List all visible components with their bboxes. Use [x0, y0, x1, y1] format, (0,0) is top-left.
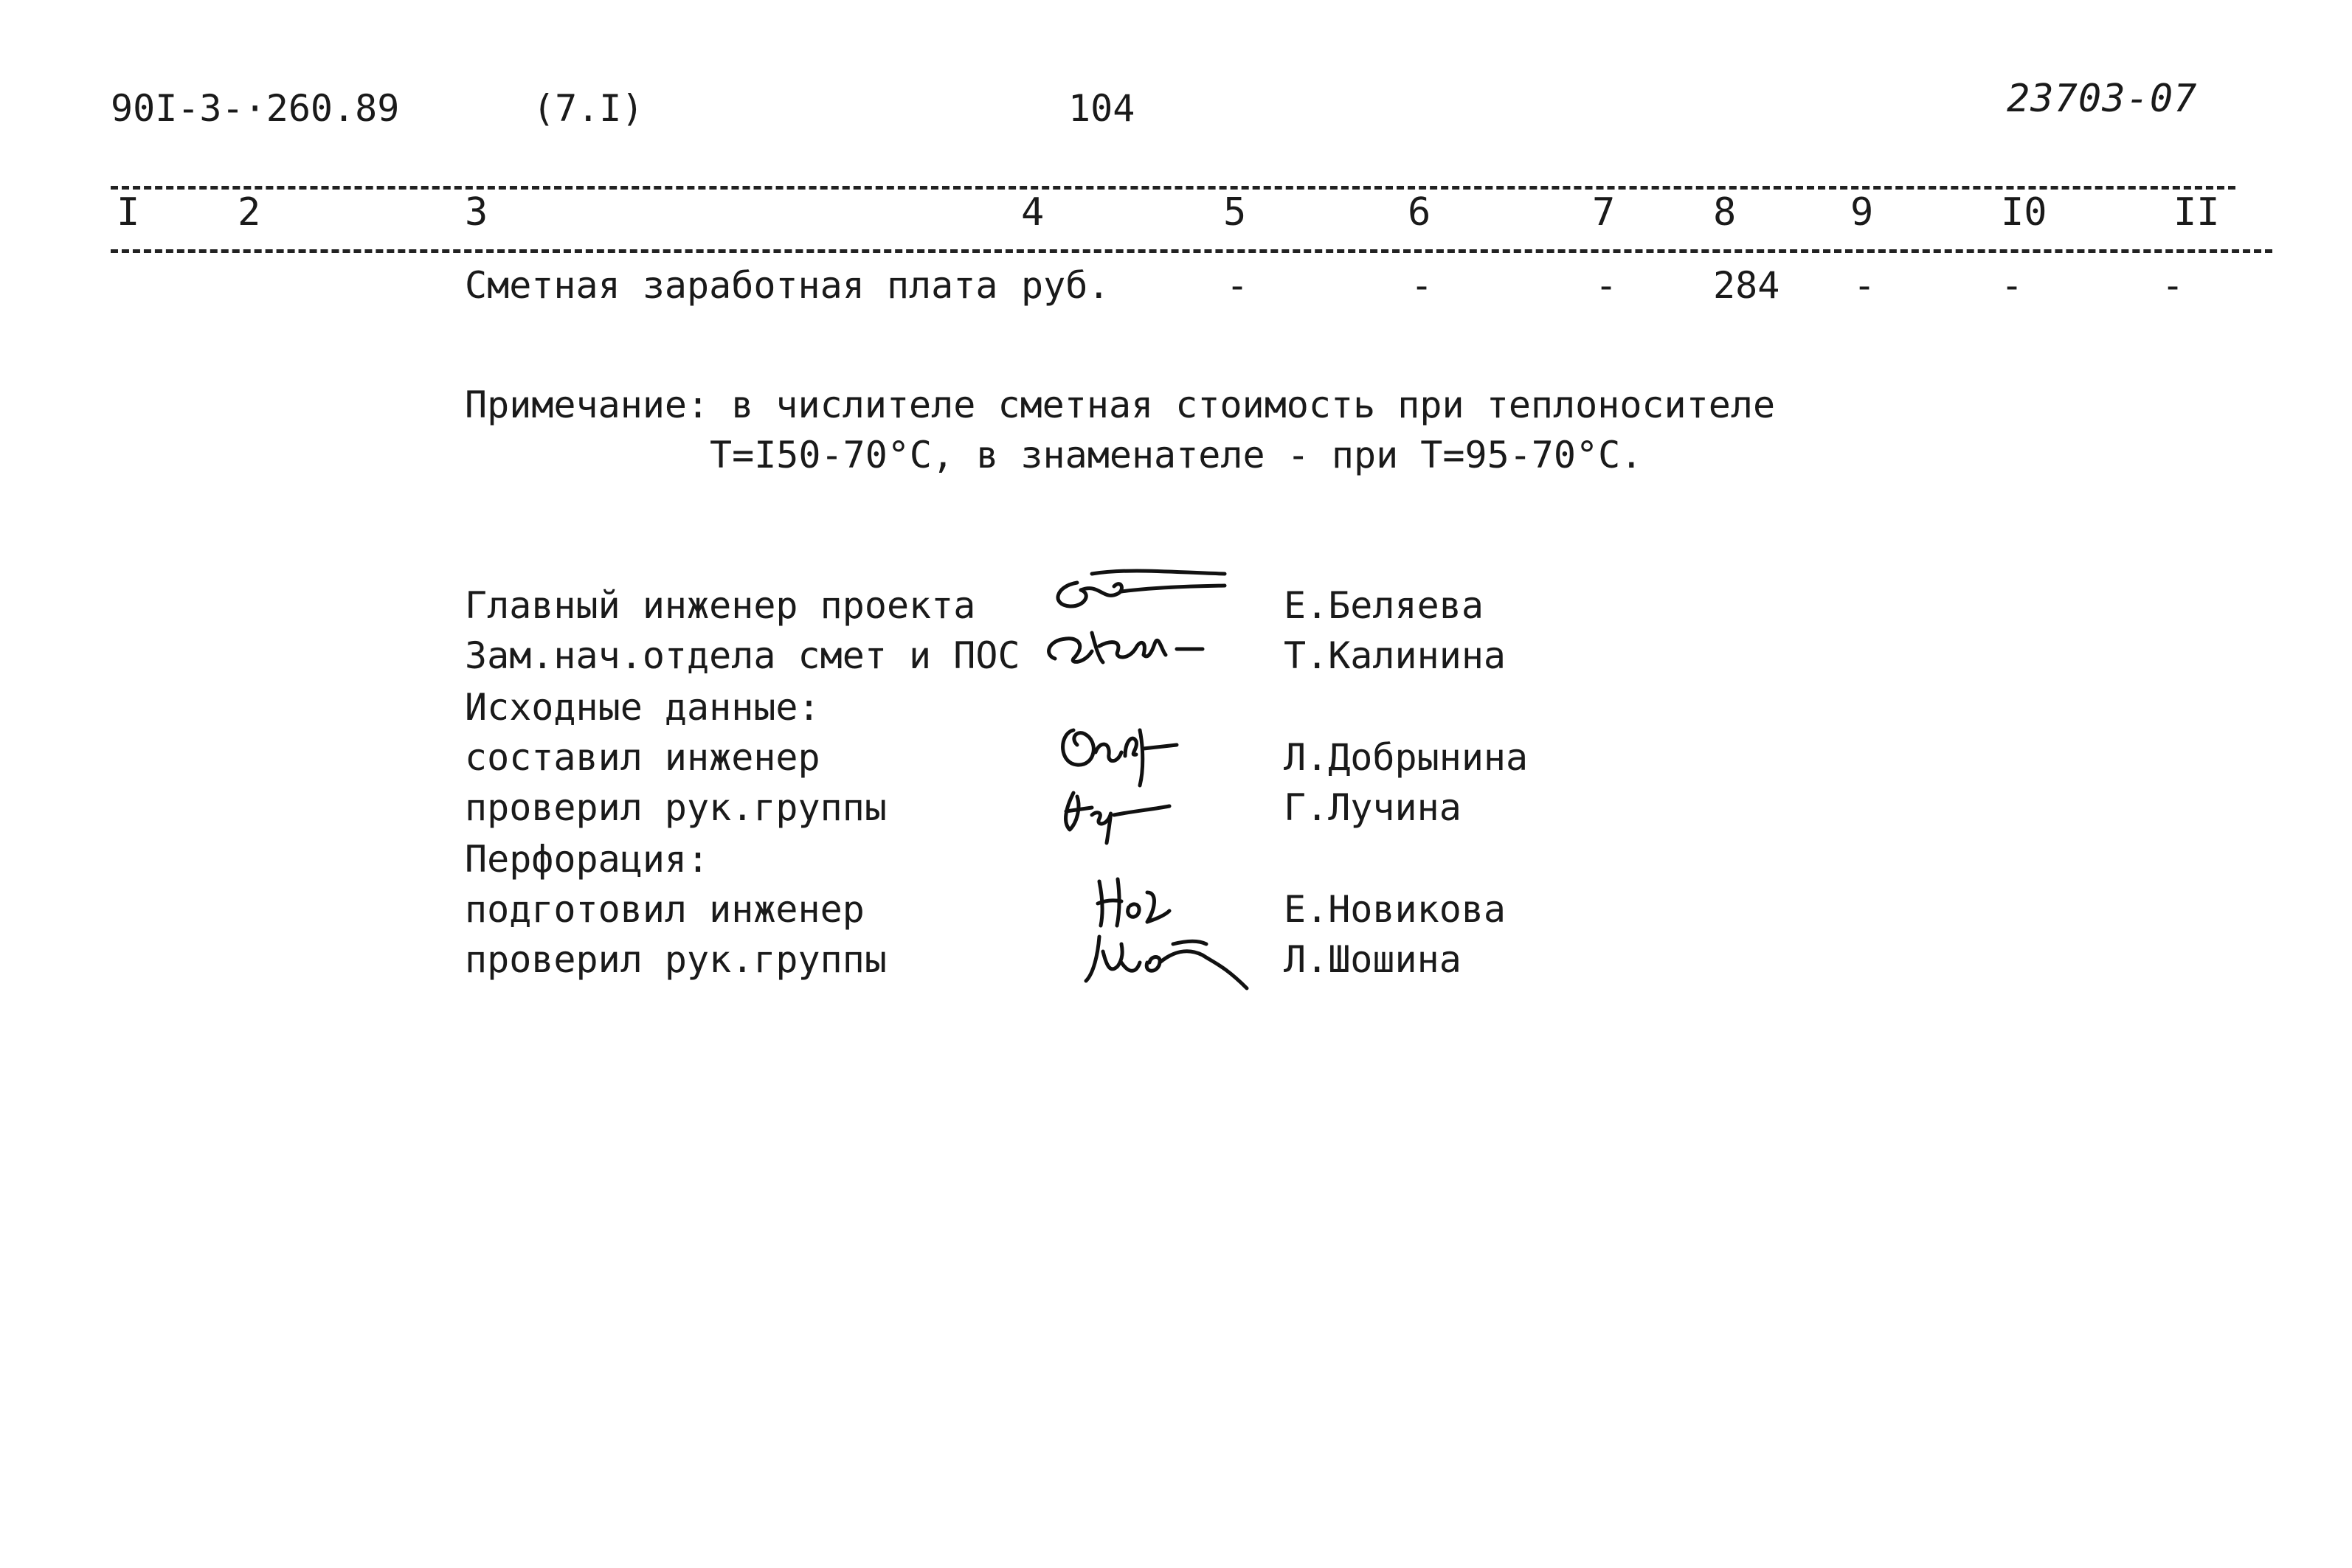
column-number: I [117, 190, 140, 235]
handwritten-signature [1048, 561, 1239, 620]
signature-section-heading: Исходные данные: [465, 686, 820, 729]
column-number: 9 [1850, 190, 1874, 235]
row-cell: - [1226, 264, 1249, 307]
column-number: II [2173, 190, 2220, 235]
note-line-2: T=I50-70°C, в знаменателе - при T=95-70°C. [710, 434, 1643, 476]
signature-role: Зам.нач.отдела смет и ПОС [465, 634, 1020, 677]
column-number: 3 [465, 190, 488, 235]
page-number: 104 [1068, 87, 1135, 130]
signature-name: Л.Шошина [1284, 938, 1462, 981]
signature-name: Г.Лучина [1284, 786, 1462, 829]
signature-name: Т.Калинина [1284, 634, 1507, 677]
signature-name: Е.Беляева [1284, 584, 1484, 627]
signature-role: проверил рук.группы [465, 786, 887, 829]
signature-section-heading: Перфорация: [465, 838, 710, 881]
signature-role: Главный инженер проекта [465, 584, 976, 627]
signature-role: проверил рук.группы [465, 938, 887, 981]
row-unit: руб. [1021, 264, 1110, 307]
row-cell: - [2001, 264, 2024, 307]
section-number: (7.I) [533, 87, 644, 130]
signature-role: подготовил инженер [465, 888, 865, 931]
column-number: 8 [1713, 190, 1737, 235]
row-cell: - [1853, 264, 1876, 307]
table-header-rule [111, 249, 2272, 253]
signature-name: Л.Добрынина [1284, 736, 1529, 779]
column-number: I0 [2001, 190, 2047, 235]
handwritten-signature [1077, 922, 1254, 996]
column-number: 2 [238, 190, 261, 235]
document-code: 90I-3-·260.89 [111, 87, 400, 130]
inventory-stamp: 23703-07 [2007, 77, 2198, 121]
handwritten-signature [1040, 618, 1210, 677]
signature-name: Е.Новикова [1284, 888, 1507, 931]
row-cell: 284 [1713, 264, 1780, 307]
row-cell: - [1411, 264, 1433, 307]
row-name: Сметная заработная плата [465, 264, 998, 307]
note-line-1: Примечание: в числителе сметная стоимость при теплоносителе [465, 384, 1776, 426]
column-number: 7 [1592, 190, 1616, 235]
row-cell: - [2162, 264, 2185, 307]
column-number: 4 [1021, 190, 1045, 235]
table-top-rule [111, 186, 2235, 190]
column-number: 6 [1408, 190, 1431, 235]
signature-role: составил инженер [465, 736, 820, 779]
row-cell: - [1595, 264, 1618, 307]
handwritten-signature [1051, 778, 1184, 848]
column-number: 5 [1223, 190, 1247, 235]
